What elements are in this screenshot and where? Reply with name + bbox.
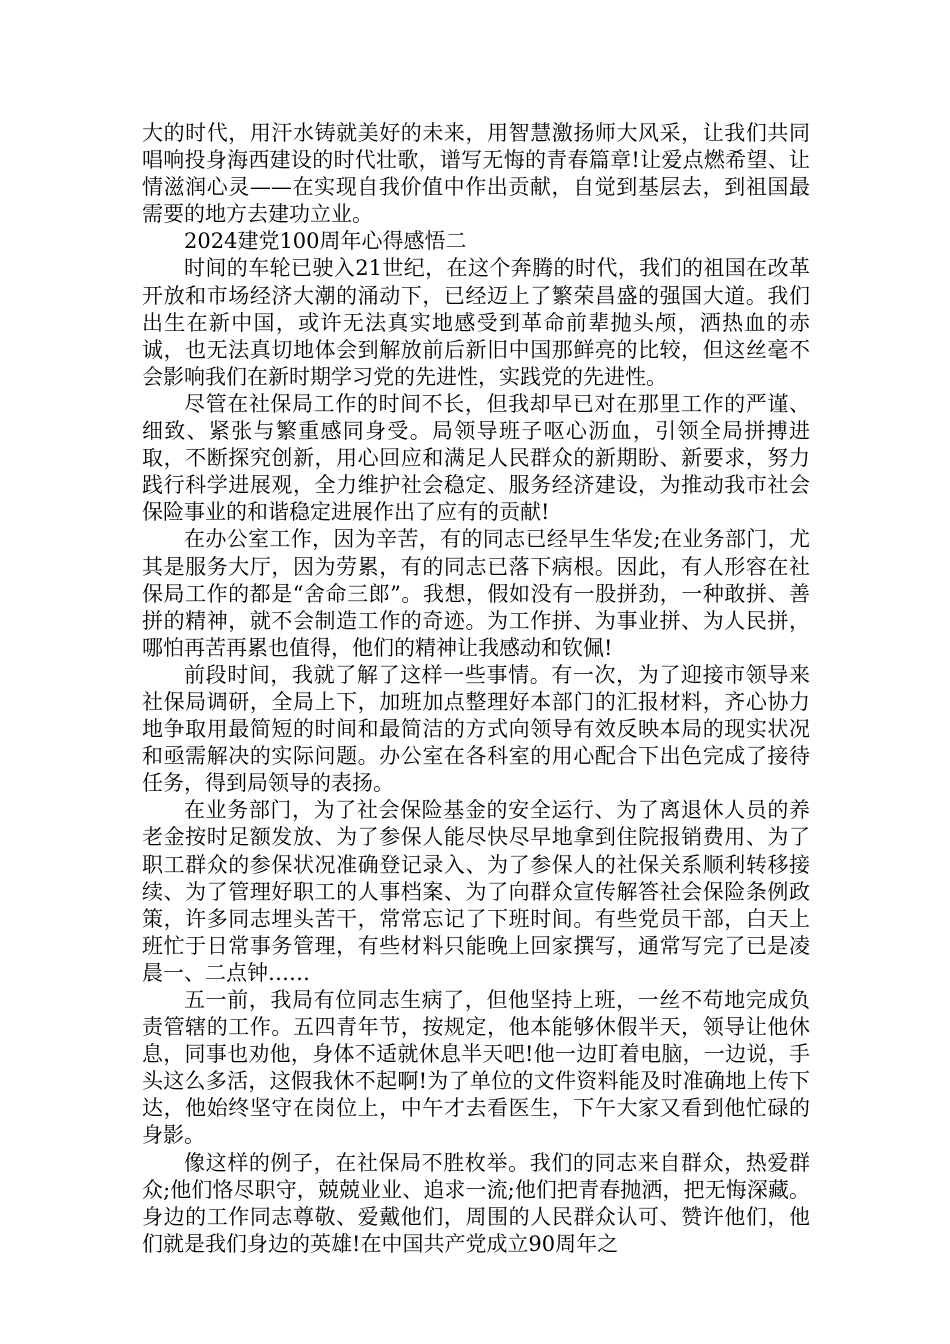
paragraph: 像这样的例子，在社保局不胜枚举。我们的同志来自群众，热爱群众;他们恪尽职守，兢兢业业、追求一流;他们把青春抛洒，把无悔深藏。身边的工作同志尊敬、爱戴他们，周围的人民群众认可、赞许他们，他们就是我们身边的英雄!在中国共产党成立90周年之	[142, 1150, 810, 1256]
paragraph: 时间的车轮已驶入21世纪，在这个奔腾的时代，我们的祖国在改革开放和市场经济大潮的涌动下，已经迈上了繁荣昌盛的强国大道。我们出生在新中国，或许无法真实地感受到革命前辈抛头颅，洒热血的赤诚，也无法真切地体会到解放前后新旧中国那鲜亮的比较，但这丝毫不会影响我们在新时期学习党的先进性，实践党的先进性。	[142, 256, 810, 389]
document-body	[142, 120, 810, 1258]
paragraph: 尽管在社保局工作的时间不长，但我却早已对在那里工作的严谨、细致、紧张与繁重感同身受。局领导班子呕心沥血，引领全局拼搏进取，不断探究创新，用心回应和满足人民群众的新期盼、新要求，努力践行科学进展观，全力维护社会稳定、服务经济建设，为推动我市社会保险事业的和谐稳定进展作出了应有的贡献!	[142, 391, 810, 525]
paragraph: 在办公室工作，因为辛苦，有的同志已经早生华发;在业务部门，尤其是服务大厅，因为劳累，有的同志已落下病根。因此，有人形容在社保局工作的都是“舍命三郎”。我想，假如没有一股拼劲，一种敢拼、善拼的精神，就不会制造工作的奇迹。为工作拼、为事业拼、为人民拼，哪怕再苦再累也值得，他们的精神让我感动和钦佩!	[142, 527, 810, 660]
paragraph-continuation: 大的时代，用汗水铸就美好的未来，用智慧激扬师大风采，让我们共同唱响投身海西建设的时代壮歌，谱写无悔的青春篇章!让爱点燃希望、让情滋润心灵——在实现自我价值中作出贡献，自觉到基层去，到祖国最需要的地方去建功立业。	[142, 121, 810, 227]
paragraph: 前段时间，我就了解了这样一些事情。有一次，为了迎接市领导来社保局调研，全局上下，加班加点整理好本部门的汇报材料，齐心协力地争取用最简短的时间和最简洁的方式向领导有效反映本局的现实状况和亟需解决的实际问题。办公室在各科室的用心配合下出色完成了接待任务，得到局领导的表扬。	[142, 662, 810, 796]
paragraph: 五一前，我局有位同志生病了，但他坚持上班，一丝不苟地完成负责管辖的工作。五四青年节，按规定，他本能够休假半天，领导让他休息，同事也劝他，身体不适就休息半天吧!他一边盯着电脑，一边说，手头这么多活，这假我休不起啊!为了单位的文件资料能及时准确地上传下达，他始终坚守在岗位上，中午才去看医生，下午大家又看到他忙碌的身影。	[142, 988, 810, 1148]
section-heading: 2024建党100周年心得感悟二	[184, 229, 467, 254]
paragraph: 在业务部门，为了社会保险基金的安全运行、为了离退休人员的养老金按时足额发放、为了参保人能尽快尽早地拿到住院报销费用、为了职工群众的参保状况准确登记录入、为了参保人的社保关系顺利转移接续、为了管理好职工的人事档案、为了向群众宣传解答社会保险条例政策，许多同志埋头苦干，常常忘记了下班时间。有些党员干部，白天上班忙于日常事务管理，有些材料只能晚上回家撰写，通常写完了已是凌晨一、二点钟……	[142, 798, 810, 985]
